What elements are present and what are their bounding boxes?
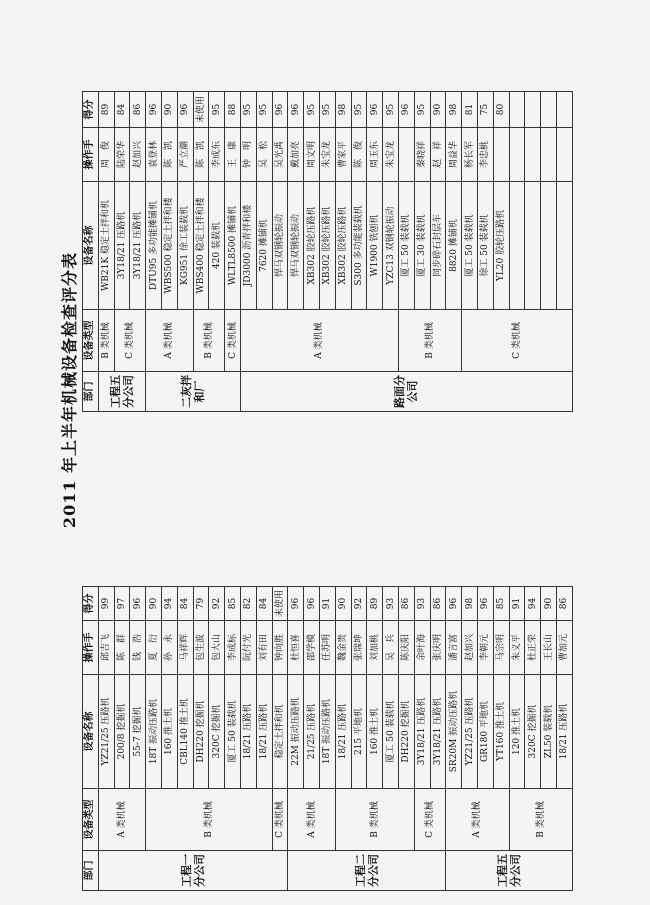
score-cell: 96 xyxy=(130,587,146,621)
score-cell: 96 xyxy=(367,92,383,128)
department-cell: 路面分公司 xyxy=(240,372,572,412)
table-row xyxy=(288,587,304,891)
equipment-name-cell: 55-7 挖掘机 xyxy=(130,675,146,789)
score-cell: 90 xyxy=(146,587,162,621)
equipment-type-cell: B 类机械 xyxy=(193,310,225,372)
score-cell: 89 xyxy=(367,587,383,621)
equipment-name-cell: 徐工 50 装载机 xyxy=(477,182,493,310)
equipment-name-cell: 215 平地机 xyxy=(351,675,367,789)
equipment-name-cell: 18/21 压路机 xyxy=(240,675,256,789)
operator-cell: 杨长军 xyxy=(462,128,478,182)
equipment-name-cell: WBS400 稳定土拌和楼 xyxy=(193,182,209,310)
equipment-type-cell: C 类机械 xyxy=(225,310,241,372)
score-cell: 82 xyxy=(240,587,256,621)
equipment-name-cell xyxy=(525,182,541,310)
equipment-type-cell: A 类机械 xyxy=(446,789,509,851)
score-cell: 95 xyxy=(383,92,399,128)
score-cell: 90 xyxy=(430,92,446,128)
equipment-name-cell: YZ21/25 压路机 xyxy=(462,675,478,789)
equipment-name-cell: 悍马双钢轮振动 xyxy=(288,182,304,310)
score-cell: 90 xyxy=(541,587,557,621)
operator-cell: 刘有田 xyxy=(256,621,272,675)
operator-cell: 杜正荣 xyxy=(525,621,541,675)
table-row xyxy=(98,92,114,412)
equipment-name-cell: 厦工 50 装载机 xyxy=(462,182,478,310)
department-cell: 工程二分公司 xyxy=(288,851,446,891)
operator-cell: 陈庆阳 xyxy=(398,621,414,675)
column-header: 操作手 xyxy=(83,128,99,182)
header-row xyxy=(83,587,99,891)
equipment-name-cell: 同步碎石封层车 xyxy=(430,182,446,310)
score-cell xyxy=(509,92,525,128)
table-row xyxy=(193,92,209,412)
operator-cell: 周玉东 xyxy=(367,128,383,182)
equipment-type-cell: C 类机械 xyxy=(414,789,446,851)
score-cell: 95 xyxy=(240,92,256,128)
equipment-name-cell: ZL50 装载机 xyxy=(541,675,557,789)
score-cell: 85 xyxy=(225,587,241,621)
operator-cell: 邱吉飞 xyxy=(98,621,114,675)
equipment-name-cell: 18T 振动压路机 xyxy=(146,675,162,789)
score-cell: 96 xyxy=(304,587,320,621)
equipment-type-cell: A 类机械 xyxy=(98,789,145,851)
department-cell: 工程五分公司 xyxy=(446,851,572,891)
operator-cell: 马祥辉 xyxy=(177,621,193,675)
operator-cell: 李忠桃 xyxy=(477,128,493,182)
operator-cell: 吴 松 xyxy=(256,128,272,182)
operator-cell: 朱宝龙 xyxy=(319,128,335,182)
header-row xyxy=(83,92,99,412)
column-header: 设备类型 xyxy=(83,789,99,851)
score-cell: 99 xyxy=(98,587,114,621)
score-cell: 96 xyxy=(272,92,288,128)
equipment-name-cell: 7620 摊铺机 xyxy=(256,182,272,310)
equipment-name-cell: 22M 振动压路机 xyxy=(288,675,304,789)
equipment-name-cell: 悍马双钢轮振动 xyxy=(272,182,288,310)
operator-cell: 陈 俊 xyxy=(351,128,367,182)
equipment-name-cell: DTU95 多功能摊铺机 xyxy=(146,182,162,310)
column-header: 得分 xyxy=(83,92,99,128)
operator-cell: 陈 凯 xyxy=(161,128,177,182)
operator-cell: 王 康 xyxy=(225,128,241,182)
operator-cell: 魏金贵 xyxy=(335,621,351,675)
score-cell xyxy=(556,92,572,128)
operator-cell: 杜恒喜 xyxy=(288,621,304,675)
operator-cell: 邵学模 xyxy=(304,621,320,675)
score-table-left xyxy=(82,586,573,891)
score-cell: 96 xyxy=(398,92,414,128)
equipment-name-cell: 3Y18/21 压路机 xyxy=(114,182,130,310)
operator-cell: 任苏明 xyxy=(319,621,335,675)
equipment-type-cell: A 类机械 xyxy=(146,310,193,372)
equipment-name-cell: WB21K 稳定土拌和机 xyxy=(98,182,114,310)
equipment-name-cell: YT160 推土机 xyxy=(493,675,509,789)
equipment-name-cell: 21/25 压路机 xyxy=(304,675,320,789)
page-title: 2011 年上半年机械设备检查评分表 xyxy=(60,251,79,529)
score-cell: 79 xyxy=(193,587,209,621)
operator-cell xyxy=(493,128,509,182)
score-cell: 91 xyxy=(319,587,335,621)
equipment-name-cell: 320C 挖掘机 xyxy=(525,675,541,789)
equipment-name-cell: XB302 胶轮压路机 xyxy=(335,182,351,310)
operator-cell: 吴 兵 xyxy=(383,621,399,675)
operator-cell: 曹加元 xyxy=(556,621,572,675)
operator-cell: 朱义平 xyxy=(509,621,525,675)
score-cell: 98 xyxy=(462,587,478,621)
operator-cell: 严立潮 xyxy=(177,128,193,182)
equipment-name-cell: JD3000 沥青拌和楼 xyxy=(240,182,256,310)
operator-cell: 赵 祥 xyxy=(430,128,446,182)
equipment-type-cell: C 类机械 xyxy=(114,310,146,372)
operator-cell: 潘言富 xyxy=(446,621,462,675)
score-cell: 88 xyxy=(225,92,241,128)
score-cell: 81 xyxy=(462,92,478,128)
operator-cell xyxy=(509,128,525,182)
department-cell: 二灰拌和厂 xyxy=(146,372,241,412)
equipment-name-cell: WLTL8500 摊铺机 xyxy=(225,182,241,310)
table-row xyxy=(114,92,130,412)
score-cell: 89 xyxy=(98,92,114,128)
equipment-name-cell: KG951 徐工装载机 xyxy=(177,182,193,310)
score-cell: 94 xyxy=(161,587,177,621)
equipment-name-cell: 厦工 30 装载机 xyxy=(414,182,430,310)
equipment-name-cell: XB302 胶轮压路机 xyxy=(319,182,335,310)
equipment-name-cell: GR180 平地机 xyxy=(477,675,493,789)
equipment-name-cell: 120 推土机 xyxy=(509,675,525,789)
equipment-name-cell: XB302 胶轮压路机 xyxy=(304,182,320,310)
equipment-name-cell: 200/8 挖掘机 xyxy=(114,675,130,789)
score-cell: 95 xyxy=(414,92,430,128)
equipment-name-cell: DH220 挖掘机 xyxy=(193,675,209,789)
column-header: 设备名称 xyxy=(83,675,99,789)
equipment-name-cell: 160 推土机 xyxy=(161,675,177,789)
equipment-type-cell: C 类机械 xyxy=(462,310,573,372)
equipment-name-cell: 厦工 50 装载机 xyxy=(383,675,399,789)
score-cell: 96 xyxy=(477,587,493,621)
operator-cell: 孙 永 xyxy=(161,621,177,675)
operator-cell: 秦晓祥 xyxy=(414,128,430,182)
score-cell: 96 xyxy=(177,92,193,128)
operator-cell: 朱宝龙 xyxy=(383,128,399,182)
table-row xyxy=(509,587,525,891)
operator-cell: 赵加兴 xyxy=(130,128,146,182)
operator-cell: 袁登林 xyxy=(146,128,162,182)
operator-cell: 钟 明 xyxy=(240,128,256,182)
operator-cell xyxy=(541,128,557,182)
operator-cell: 曹家平 xyxy=(335,128,351,182)
table-row xyxy=(240,92,256,412)
score-cell xyxy=(541,92,557,128)
table-row xyxy=(462,92,478,412)
equipment-name-cell: 3Y18/21 压路机 xyxy=(414,675,430,789)
table-row xyxy=(146,92,162,412)
operator-cell xyxy=(525,128,541,182)
operator-cell: 李成东 xyxy=(209,128,225,182)
equipment-type-cell: C 类机械 xyxy=(272,789,288,851)
operator-cell: 张瑞坤 xyxy=(351,621,367,675)
column-header: 得分 xyxy=(83,587,99,621)
equipment-name-cell: 3Y18/21 压路机 xyxy=(430,675,446,789)
equipment-name-cell: WBS500 稳定土拌和楼 xyxy=(161,182,177,310)
operator-cell: 夏 衍 xyxy=(146,621,162,675)
operator-cell: 陈 群 xyxy=(114,621,130,675)
score-cell: 92 xyxy=(209,587,225,621)
table-row xyxy=(335,587,351,891)
operator-cell: 余叶海 xyxy=(414,621,430,675)
operator-cell: 李朝元 xyxy=(477,621,493,675)
table-row xyxy=(414,587,430,891)
table-row xyxy=(225,92,241,412)
score-cell: 98 xyxy=(446,92,462,128)
score-cell: 95 xyxy=(209,92,225,128)
department-cell: 工程一分公司 xyxy=(98,851,288,891)
equipment-name-cell: YZC13 双钢轮振动 xyxy=(383,182,399,310)
score-cell: 84 xyxy=(256,587,272,621)
equipment-name-cell xyxy=(509,182,525,310)
column-header: 设备名称 xyxy=(83,182,99,310)
score-cell: 98 xyxy=(335,92,351,128)
operator-cell: 王长山 xyxy=(541,621,557,675)
score-cell: 未使用 xyxy=(272,587,288,621)
table-row xyxy=(98,587,114,891)
equipment-name-cell: 320C 挖掘机 xyxy=(209,675,225,789)
equipment-type-cell: A 类机械 xyxy=(288,789,335,851)
score-cell: 95 xyxy=(351,92,367,128)
score-cell: 95 xyxy=(256,92,272,128)
operator-cell: 阮付光 xyxy=(240,621,256,675)
score-cell: 96 xyxy=(288,587,304,621)
operator-cell: 吴光禹 xyxy=(272,128,288,182)
operator-cell: 包生波 xyxy=(193,621,209,675)
equipment-type-cell: B 类机械 xyxy=(509,789,572,851)
score-cell: 86 xyxy=(130,92,146,128)
score-table-right xyxy=(82,91,573,412)
equipment-name-cell: 稳定土拌和机 xyxy=(272,675,288,789)
equipment-type-cell: B 类机械 xyxy=(146,789,272,851)
score-cell xyxy=(525,92,541,128)
equipment-name-cell: 18/21 压路机 xyxy=(256,675,272,789)
operator-cell: 刘加桃 xyxy=(367,621,383,675)
score-cell: 94 xyxy=(525,587,541,621)
score-cell: 75 xyxy=(477,92,493,128)
operator-cell: 戴加亮 xyxy=(288,128,304,182)
equipment-name-cell: 18T 振动压路机 xyxy=(319,675,335,789)
table-row xyxy=(272,587,288,891)
equipment-name-cell: YL20 胶轮压路机 xyxy=(493,182,509,310)
column-header: 操作手 xyxy=(83,621,99,675)
equipment-name-cell: 厦工 50 装载机 xyxy=(398,182,414,310)
column-header: 设备类型 xyxy=(83,310,99,372)
department-cell: 工程五分公司 xyxy=(98,372,145,412)
table-row xyxy=(398,92,414,412)
operator-cell: 包大山 xyxy=(209,621,225,675)
score-cell: 84 xyxy=(177,587,193,621)
operator-cell: 赵加兴 xyxy=(462,621,478,675)
score-cell: 86 xyxy=(430,587,446,621)
operator-cell: 马宗明 xyxy=(493,621,509,675)
equipment-name-cell: 8820 摊铺机 xyxy=(446,182,462,310)
operator-cell: 周文明 xyxy=(304,128,320,182)
equipment-name-cell: YZ21/25 压路机 xyxy=(98,675,114,789)
equipment-type-cell: B 类机械 xyxy=(335,789,414,851)
operator-cell: 钱 浩 xyxy=(130,621,146,675)
operator-cell: 周益华 xyxy=(446,128,462,182)
score-cell: 96 xyxy=(446,587,462,621)
score-cell: 93 xyxy=(383,587,399,621)
equipment-name-cell: 3Y18/21 压路机 xyxy=(130,182,146,310)
equipment-name-cell: 18/21 压路机 xyxy=(335,675,351,789)
score-cell: 86 xyxy=(556,587,572,621)
equipment-name-cell: S300 多功能装载机 xyxy=(351,182,367,310)
score-cell: 96 xyxy=(146,92,162,128)
score-cell: 90 xyxy=(335,587,351,621)
score-cell: 92 xyxy=(351,587,367,621)
operator-cell: 陈 凯 xyxy=(193,128,209,182)
equipment-name-cell: 160 推土机 xyxy=(367,675,383,789)
score-cell: 80 xyxy=(493,92,509,128)
equipment-type-cell: B 类机械 xyxy=(398,310,461,372)
operator-cell: 陆荣华 xyxy=(114,128,130,182)
score-cell: 90 xyxy=(161,92,177,128)
score-cell: 85 xyxy=(493,587,509,621)
equipment-name-cell: 厦工 50 装载机 xyxy=(225,675,241,789)
column-header: 部门 xyxy=(83,851,99,891)
table-row xyxy=(146,587,162,891)
equipment-name-cell: 18/21 压路机 xyxy=(556,675,572,789)
equipment-type-cell: A 类机械 xyxy=(240,310,398,372)
equipment-name-cell: 420 装载机 xyxy=(209,182,225,310)
score-cell: 86 xyxy=(398,587,414,621)
column-header: 部门 xyxy=(83,372,99,412)
equipment-name-cell: CBL140 推土机 xyxy=(177,675,193,789)
equipment-name-cell: SR20M 振动压路机 xyxy=(446,675,462,789)
score-cell: 84 xyxy=(114,92,130,128)
equipment-name-cell: DH220 挖掘机 xyxy=(398,675,414,789)
operator-cell: 李成标 xyxy=(225,621,241,675)
score-cell: 未使用 xyxy=(193,92,209,128)
score-cell: 95 xyxy=(319,92,335,128)
operator-cell xyxy=(556,128,572,182)
operator-cell: 钟向胜 xyxy=(272,621,288,675)
equipment-name-cell xyxy=(541,182,557,310)
score-cell: 97 xyxy=(114,587,130,621)
score-cell: 96 xyxy=(288,92,304,128)
score-cell: 95 xyxy=(304,92,320,128)
score-cell: 91 xyxy=(509,587,525,621)
operator-cell: 张庆明 xyxy=(430,621,446,675)
score-cell: 93 xyxy=(414,587,430,621)
equipment-type-cell: B 类机械 xyxy=(98,310,114,372)
equipment-name-cell: W1900 铣刨机 xyxy=(367,182,383,310)
operator-cell xyxy=(398,128,414,182)
operator-cell: 周 俊 xyxy=(98,128,114,182)
table-row xyxy=(446,587,462,891)
equipment-name-cell xyxy=(556,182,572,310)
